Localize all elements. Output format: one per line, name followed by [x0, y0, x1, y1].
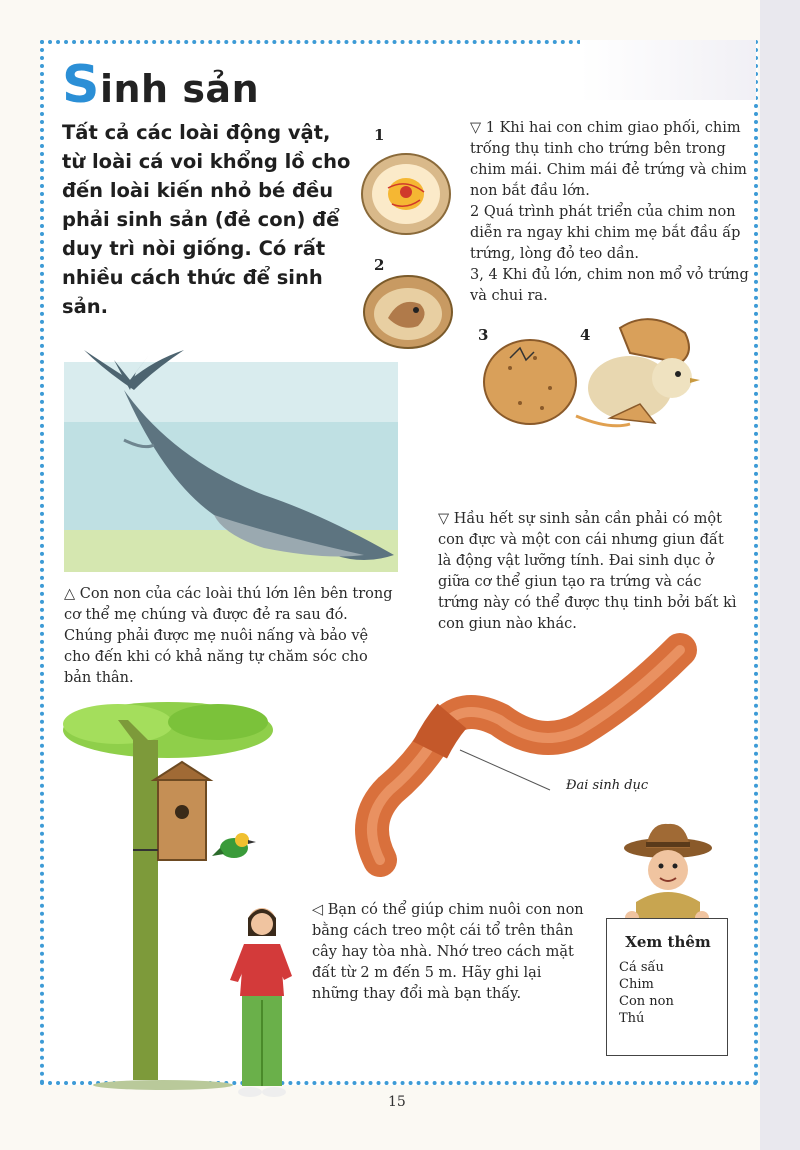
- egg-embryo-illustration: [360, 274, 460, 354]
- see-also-item-crocodile[interactable]: Cá sấu: [619, 960, 664, 975]
- egg-label-2: 2: [374, 256, 385, 274]
- caption-marker-icon: △: [64, 586, 76, 602]
- bird-icon: [212, 826, 258, 866]
- see-also-list: [619, 959, 717, 1027]
- page-number: 15: [388, 1094, 406, 1110]
- whale-illustration: [64, 350, 398, 572]
- egg-label-4: 4: [580, 326, 591, 344]
- next-page-bleed: [580, 40, 756, 100]
- earthworm-caption-text: Hầu hết sự sinh sản cần phải có một con đực và một con cái nhưng giun đất là động vật lưỡng tính. Đai sinh dục ở giữa cơ thể giun tạo ra trứng và các trứng này có thể được thụ tinh bởi bất kì con giun nào khác.: [438, 511, 737, 632]
- whale-caption: [64, 584, 394, 689]
- see-also-box: [606, 918, 728, 1056]
- bird-caption-step-3: 3, 4 Khi đủ lớn, chim non mổ vỏ trứng và chui ra.: [470, 267, 749, 304]
- see-also-item-bird[interactable]: Chim: [619, 977, 654, 992]
- chick-hatching-illustration: [480, 308, 710, 448]
- bird-caption-step-2: 2 Quá trình phát triển của chim non diễn ra ngay khi chim mẹ bắt đầu ấp trứng, lòng đỏ teo dần.: [470, 204, 741, 262]
- see-also-item-mammal[interactable]: Thú: [619, 1011, 645, 1026]
- page-title: [62, 55, 259, 115]
- bird-reproduction-caption: [470, 118, 762, 307]
- nest-box-caption: [312, 900, 584, 1005]
- explorer-mascot-illustration: [616, 822, 716, 922]
- next-page-edge: [760, 0, 800, 1150]
- egg-label-1: 1: [374, 126, 385, 144]
- title-initial: S: [62, 55, 100, 115]
- caption-marker-icon: ◁: [312, 902, 324, 918]
- earthworm-caption: [438, 509, 738, 635]
- nest-box-caption-text: Bạn có thể giúp chim nuôi con non bằng cách treo một cái tổ trên thân cây hay tòa nhà. Nhớ treo cách mặt đất từ 2 m đến 5 m. Hãy ghi lại những thay đổi mà bạn thấy.: [312, 902, 584, 1002]
- caption-marker-icon: ▽: [438, 511, 450, 527]
- intro-paragraph: Tất cả các loài động vật, từ loài cá voi khổng lồ cho đến loài kiến nhỏ bé đều phải sinh sản (đẻ con) để duy trì nòi giống. Có rất nhiều cách thức để sinh sản.: [62, 121, 351, 318]
- caption-marker-icon: ▽: [470, 120, 482, 136]
- title-rest: inh sản: [99, 67, 260, 111]
- egg-fertilized-illustration: [358, 148, 458, 238]
- egg-label-3: 3: [478, 326, 489, 344]
- see-also-heading: Xem thêm: [625, 933, 711, 951]
- clitellum-label: Đai sinh dục: [566, 778, 649, 793]
- whale-caption-text: Con non của các loài thú lớn lên bên trong cơ thể mẹ chúng và được đẻ ra sau đó. Chúng phải được mẹ nuôi nấng và bảo vệ cho đến khi có khả năng tự chăm sóc cho bản thân.: [64, 586, 393, 686]
- see-also-item-young[interactable]: Con non: [619, 994, 674, 1009]
- girl-illustration: [222, 900, 302, 1110]
- bird-caption-step-1: 1 Khi hai con chim giao phối, chim trống thụ tinh cho trứng bên trong chim mái. Chim mái đẻ trứng và chim non bắt đầu lớn.: [470, 120, 747, 199]
